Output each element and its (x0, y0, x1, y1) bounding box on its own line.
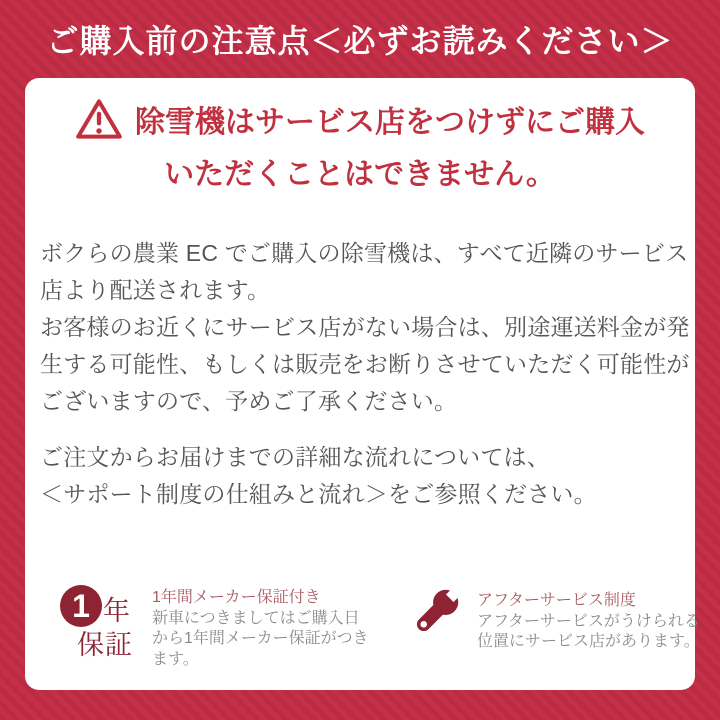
warranty-badge-unit: 年 (103, 596, 130, 626)
notice-banner (0, 0, 720, 78)
paragraph-line: ＜サポート制度の仕組みと流れ＞をご参照ください。 (40, 481, 597, 507)
paragraph-line: 生する可能性、もしくは販売をお断りさせていただく可能性が (40, 351, 690, 377)
warning-text-2: いただくことはできません。 (164, 158, 556, 191)
paragraph-support-flow (25, 439, 695, 513)
after-service-line: 位置にサービス店があります。 (477, 633, 700, 650)
paragraph-line: 店より配送されます。 (40, 277, 271, 303)
warning-line-1 (75, 92, 645, 146)
after-service-line: アフターサービスがうけられる (477, 612, 700, 630)
wrench-icon (403, 579, 465, 649)
warranty-line: から1年間メーカー保証がつき (152, 630, 369, 647)
page-title: ご購入前の注意点＜必ずお読みください＞ (46, 23, 674, 59)
warning-text-1: 除雪機はサービス店をつけずにご購入 (135, 106, 645, 139)
after-service-text-block (477, 591, 700, 653)
warranty-text-block (152, 588, 369, 670)
feature-warranty (60, 583, 400, 670)
warranty-line: 新車につきましてはご購入日 (152, 609, 360, 627)
warning-message (25, 78, 695, 201)
paragraph-delivery-notice (25, 235, 695, 420)
warranty-badge-circle-icon: 1 (60, 585, 102, 627)
warning-triangle-icon (75, 97, 123, 141)
notice-card (25, 78, 700, 690)
paragraph-line: ボクらの農業 EC でご購入の除雪機は、すべて近隣のサービス (40, 240, 689, 266)
paragraph-line: ございますので、予めご了承ください。 (40, 388, 458, 414)
feature-after-service (403, 583, 700, 653)
warranty-line: ます。 (152, 650, 199, 668)
warranty-badge-label: 保証 (77, 630, 133, 660)
feature-row (25, 583, 700, 670)
one-year-warranty-badge (60, 583, 152, 665)
paragraph-line: ご注文からお届けまでの詳細な流れについては、 (40, 444, 550, 470)
paragraph-line: お客様のお近くにサービス店がない場合は、別途運送料金が発 (40, 314, 690, 340)
after-service-heading: アフターサービス制度 (477, 592, 636, 609)
warranty-heading: 1年間メーカー保証付き (152, 589, 321, 606)
